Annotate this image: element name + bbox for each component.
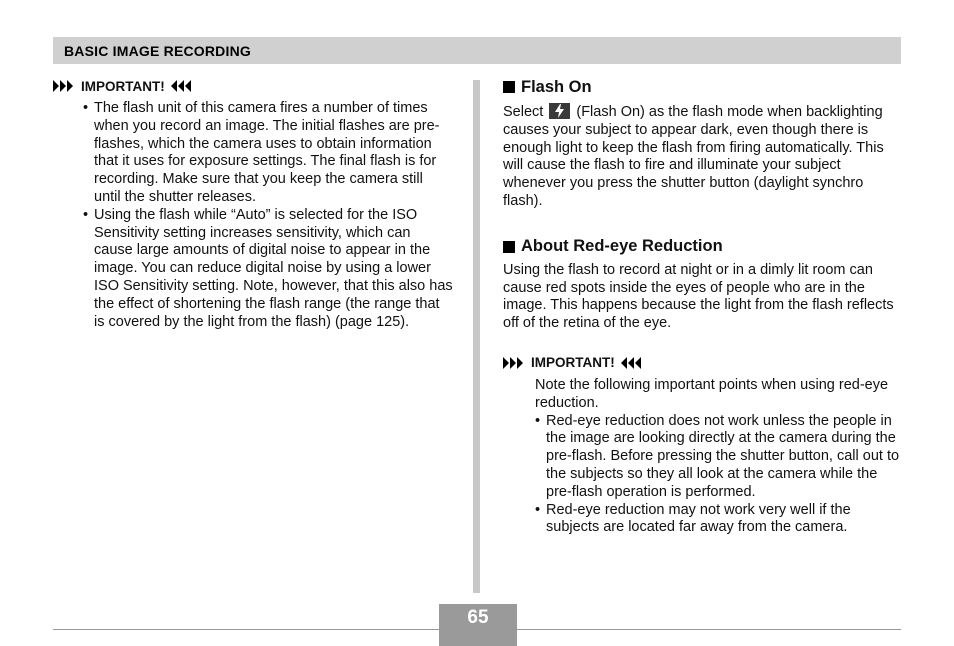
important-list [83, 100, 453, 331]
header-bar [53, 37, 901, 64]
important-label: IMPORTANT! [531, 355, 615, 371]
triple-left-arrow-icon [171, 80, 193, 92]
heading-text: Flash On [521, 77, 592, 96]
black-square-icon [503, 241, 515, 253]
important-intro: Note the following important points when using red-eye reduction. [535, 376, 889, 411]
important-heading [503, 354, 903, 372]
section-title: BASIC IMAGE RECORDING [64, 43, 251, 59]
list-item: • Using the flash while “Auto” is selected for the ISO Sensitivity setting increases sensitivity, which can cause large amounts of digital noise to appear in the image. You can reduce digital noise by using a lower ISO Sensitivity setting. Note, however, that this also has the effect of shortening the flash range (the range that is covered by the light from the flash) (page 125). [83, 207, 453, 332]
heading-text: About Red-eye Reduction [521, 237, 723, 256]
list-item: • Red-eye reduction may not work very well if the subjects are located far away from the camera. [535, 502, 901, 538]
flash-on-heading [503, 77, 903, 97]
flash-text-after: (Flash On) as the flash mode when backlighting causes your subject to appear dark, even though there is enough light to keep the flash from firing automatically. This will cause the flash to fire and illuminate your subject whenever you press the shutter button (daylight synchro flash). [503, 104, 884, 209]
important-heading [53, 77, 453, 95]
column-divider [473, 80, 480, 593]
redeye-paragraph: Using the flash to record at night or in a dimly lit room can cause red spots inside the eyes of people who are in the image. This happens because the light from the flash reflects off of the retina of the eye. [503, 261, 894, 332]
list-item: • Red-eye reduction does not work unless the people in the image are looking directly at the camera during the pre-flash. Before pressing the shutter button, call out to the subjects so they all look at the camera while the pre-flash operation is performed. [535, 413, 901, 502]
triple-left-arrow-icon [621, 357, 643, 369]
page-number-box [439, 604, 517, 645]
flash-on-paragraph [503, 103, 901, 211]
page-number: 65 [467, 607, 489, 628]
triple-right-arrow-icon [503, 357, 525, 369]
redeye-heading [503, 237, 903, 257]
important-list [535, 413, 901, 538]
flash-bolt-icon [549, 103, 570, 119]
important-label: IMPORTANT! [81, 78, 165, 94]
black-square-icon [503, 81, 515, 93]
right-column [503, 77, 903, 537]
flash-text-before: Select [503, 104, 544, 120]
important-block [535, 377, 901, 537]
left-column [53, 77, 453, 331]
triple-right-arrow-icon [53, 80, 75, 92]
list-item: • The flash unit of this camera fires a number of times when you record an image. The initial flashes are pre-flashes, which the camera uses to obtain information that it uses for exposure settings. The final flash is for recording. Make sure that you keep the camera still until the shutter releases. [83, 100, 453, 207]
